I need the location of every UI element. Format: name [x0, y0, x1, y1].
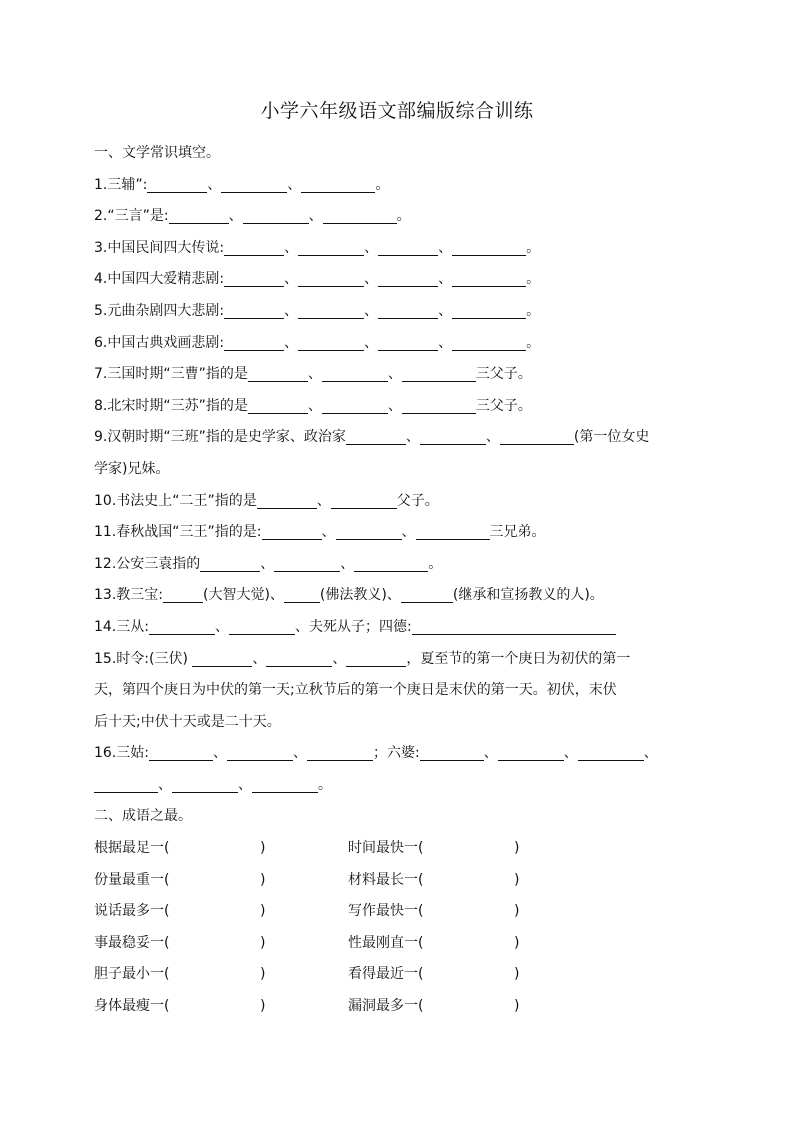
answer-blank[interactable]: [354, 555, 428, 572]
open-paren: (: [418, 903, 424, 920]
question-7: 7.三国时期“三曹”指的是 、 、 三父子。: [94, 366, 532, 383]
close-paren: ): [514, 966, 520, 983]
open-paren: (: [164, 871, 170, 888]
answer-blank[interactable]: [200, 555, 260, 572]
question-6: 6.中国古典戏画悲剧: 、 、 、 。: [94, 334, 541, 351]
answer-blank[interactable]: [452, 302, 526, 319]
close-paren: ): [514, 903, 520, 920]
idiom-left[interactable]: [94, 959, 169, 991]
question-16-continued: 、 、 。: [94, 770, 704, 802]
answer-blank[interactable]: [322, 365, 388, 382]
close-paren: ): [514, 871, 520, 888]
idiom-row: [94, 928, 704, 960]
question-9: 9.汉朝时期“三班”指的是史学家、政治家 、 、 (第一位女史: [94, 429, 650, 446]
open-paren: (: [164, 966, 170, 983]
answer-blank[interactable]: [229, 618, 295, 635]
open-paren: (: [418, 840, 424, 857]
answer-blank[interactable]: [322, 397, 388, 414]
answer-blank[interactable]: [252, 776, 318, 793]
answer-blank[interactable]: [452, 239, 526, 256]
question-13: 13.教三宝: (大智大觉)、 (佛法教义)、 (继承和宣扬教义的人)。: [94, 587, 604, 604]
answer-blank[interactable]: [257, 492, 317, 509]
idiom-left[interactable]: [94, 833, 169, 865]
open-paren: (: [418, 934, 424, 951]
question-1: 1.三辅”: 、 、 。: [94, 176, 390, 193]
answer-blank[interactable]: [301, 176, 375, 193]
answer-blank[interactable]: [192, 650, 252, 667]
open-paren: (: [418, 998, 424, 1015]
answer-blank[interactable]: [378, 270, 438, 287]
answer-blank[interactable]: [402, 397, 476, 414]
answer-blank[interactable]: [346, 650, 406, 667]
open-paren: (: [418, 871, 424, 888]
close-paren: ): [260, 903, 266, 920]
idiom-right[interactable]: [348, 865, 423, 897]
answer-blank[interactable]: [227, 744, 293, 761]
answer-blank[interactable]: [149, 744, 213, 761]
answer-blank[interactable]: [331, 492, 397, 509]
answer-blank[interactable]: [248, 365, 308, 382]
answer-blank[interactable]: [498, 744, 564, 761]
open-paren: (: [164, 840, 170, 857]
answer-blank[interactable]: [323, 207, 397, 224]
idiom-left-label: 份量最重一: [94, 871, 164, 888]
question-8: 8.北宋时期“三苏”指的是 、 、 三父子。: [94, 397, 532, 414]
idiom-right[interactable]: [348, 833, 423, 865]
idiom-left-label: 事最稳妥一: [94, 934, 164, 951]
answer-blank[interactable]: [248, 397, 308, 414]
close-paren: ): [514, 998, 520, 1015]
question-5: 5.元曲杂剧四大悲剧: 、 、 、 。: [94, 302, 541, 319]
idiom-right[interactable]: [348, 991, 423, 1023]
idiom-right[interactable]: [348, 959, 423, 991]
question-10: 10.书法史上“二王”指的是 、 父子。: [94, 492, 439, 509]
answer-blank[interactable]: [284, 586, 320, 603]
answer-blank[interactable]: [307, 744, 373, 761]
section-heading: 二、成语之最。: [94, 808, 192, 825]
idiom-row: [94, 833, 704, 865]
question-15-continued: 后十天;中伏十天或是二十天。: [94, 713, 281, 730]
idiom-right[interactable]: [348, 896, 423, 928]
idiom-row: [94, 959, 704, 991]
answer-blank[interactable]: [378, 334, 438, 351]
idiom-left-label: 根据最足一: [94, 840, 164, 857]
answer-blank[interactable]: [224, 239, 284, 256]
answer-blank[interactable]: [147, 176, 207, 193]
open-paren: (: [418, 966, 424, 983]
answer-blank[interactable]: [452, 334, 526, 351]
idiom-left[interactable]: [94, 991, 169, 1023]
answer-blank[interactable]: [94, 776, 158, 793]
question-14: 14.三从: 、 、夫死从子；四德:: [94, 612, 704, 644]
answer-blank[interactable]: [274, 555, 340, 572]
worksheet-body: [94, 138, 704, 1023]
answer-blank[interactable]: [221, 176, 287, 193]
question-2: 2.“三言”是: 、 、 。: [94, 208, 411, 225]
close-paren: ): [260, 998, 266, 1015]
close-paren: ): [260, 840, 266, 857]
page-title: 小学六年级语文部编版综合训练: [260, 100, 534, 122]
idiom-right-label: 漏洞最多一: [348, 998, 418, 1015]
answer-blank[interactable]: [416, 523, 490, 540]
idiom-list: [94, 833, 704, 1023]
idiom-left-label: 说话最多一: [94, 903, 164, 920]
close-paren: ): [514, 934, 520, 951]
idiom-right[interactable]: [348, 928, 423, 960]
answer-blank[interactable]: [578, 744, 644, 761]
close-paren: ): [260, 966, 266, 983]
idiom-right-label: 时间最快一: [348, 840, 418, 857]
answer-blank[interactable]: [298, 302, 364, 319]
idiom-left-label: 身体最瘦一: [94, 998, 164, 1015]
answer-blank[interactable]: [401, 586, 453, 603]
question-3: 3.中国民间四大传说: 、 、 、 。: [94, 239, 541, 256]
question-16: 16.三姑: 、 、 ；六婆: 、 、 、: [94, 745, 658, 762]
answer-blank[interactable]: [163, 586, 203, 603]
idiom-left[interactable]: [94, 865, 169, 897]
idiom-right-label: 性最刚直一: [348, 934, 418, 951]
close-paren: ): [260, 934, 266, 951]
answer-blank[interactable]: [169, 207, 229, 224]
answer-blank[interactable]: [243, 207, 309, 224]
answer-blank[interactable]: [412, 618, 616, 635]
idiom-right-label: 看得最近一: [348, 966, 418, 983]
answer-blank[interactable]: [378, 239, 438, 256]
answer-blank[interactable]: [378, 302, 438, 319]
answer-blank[interactable]: [298, 270, 364, 287]
answer-blank[interactable]: [298, 334, 364, 351]
answer-blank[interactable]: [262, 523, 322, 540]
idiom-row: [94, 991, 704, 1023]
answer-blank[interactable]: [266, 650, 332, 667]
answer-blank[interactable]: [172, 776, 238, 793]
answer-blank[interactable]: [346, 428, 406, 445]
question-15: 15.时令:(三伏) 、 、 ，夏至节的第一个庚日为初伏的第一: [94, 650, 631, 667]
answer-blank[interactable]: [224, 334, 284, 351]
answer-blank[interactable]: [149, 618, 215, 635]
answer-blank[interactable]: [420, 744, 484, 761]
question-4: 4.中国四大爱精悲剧: 、 、 、 。: [94, 271, 541, 288]
question-12: 12.公安三袁指的 、 、 。: [94, 555, 443, 572]
question-15-continued: 天，第四个庚日为中伏的第一天;立秋节后的第一个庚日是末伏的第一天。初伏，末伏: [94, 682, 617, 699]
open-paren: (: [164, 934, 170, 951]
answer-blank[interactable]: [224, 270, 284, 287]
answer-blank[interactable]: [402, 365, 476, 382]
question-9-continued: 学家)兄妹。: [94, 460, 170, 477]
section-heading: 一、文学常识填空。: [94, 145, 220, 161]
open-paren: (: [164, 903, 170, 920]
idiom-left-label: 胆子最小一: [94, 966, 164, 983]
close-paren: ): [514, 840, 520, 857]
idiom-right-label: 材料最长一: [348, 871, 418, 888]
idiom-row: [94, 865, 704, 897]
answer-blank[interactable]: [500, 428, 574, 445]
answer-blank[interactable]: [452, 270, 526, 287]
answer-blank[interactable]: [420, 428, 486, 445]
idiom-left[interactable]: [94, 928, 169, 960]
close-paren: ): [260, 871, 266, 888]
idiom-right-label: 写作最快一: [348, 903, 418, 920]
open-paren: (: [164, 998, 170, 1015]
answer-blank[interactable]: [298, 239, 364, 256]
idiom-left[interactable]: [94, 896, 169, 928]
answer-blank[interactable]: [224, 302, 284, 319]
answer-blank[interactable]: [336, 523, 402, 540]
idiom-row: [94, 896, 704, 928]
question-11: 11.春秋战国“三王”指的是: 、 、 三兄弟。: [94, 524, 546, 541]
